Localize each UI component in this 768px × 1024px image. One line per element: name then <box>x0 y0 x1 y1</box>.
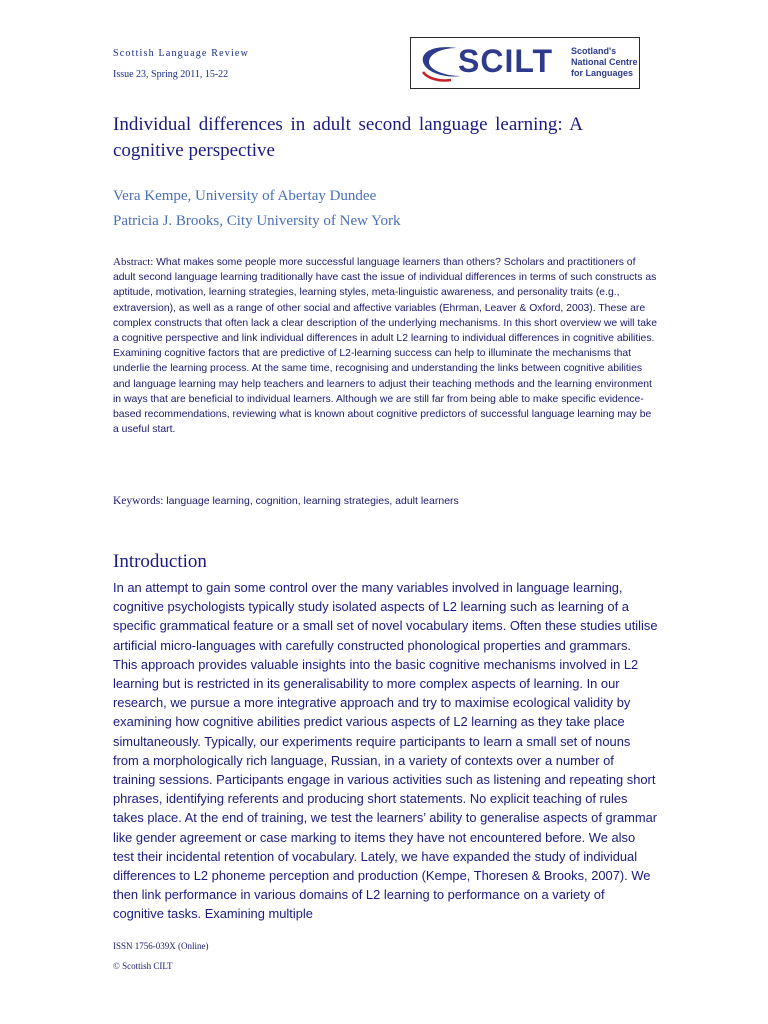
logo-brand: SCILT <box>458 43 554 79</box>
scilt-logo <box>410 37 640 89</box>
keywords-label: Keywords: <box>113 495 167 507</box>
introduction-paragraph: In an attempt to gain some control over the many variables involved in language learning, cognitive psychologists typically study isolated aspects of L2 learning such as learning of a specific grammatical feature or a small set of novel vocabulary items. Often these studies utilise artificial micro-languages with carefully constructed phonological properties and grammars. This approach provides valuable insights into the basic cognitive mechanisms involved in L2 learning but is restricted in its generalisability to more complex aspects of learning. In our research, we pursue a more integrative approach and try to maximise ecological validity by examining how cognitive abilities predict various aspects of L2 learning as they take place simultaneously. Typically, our experiments require participants to learn a small set of nouns from a morphologically rich language, Russian, in a variety of contexts over a number of training sessions. Participants engage in various activities such as listening and repeating short phrases, identifying referents and producing short statements. No explicit teaching of rules takes place. At the end of training, we test the learners’ ability to generalise aspects of grammar like gender agreement or case marking to items they have not encountered before. We also test their incidental retention of vocabulary. Lately, we have expanded the study of individual differences to L2 phoneme perception and production (Kempe, Thoresen & Brooks, 2007). We then link performance in various domains of L2 learning to performance on a variety of cognitive tasks. Examining multiple <box>113 580 658 922</box>
abstract-label: Abstract: <box>113 256 157 268</box>
journal-issue: Issue 23, Spring 2011, 15-22 <box>113 69 229 80</box>
page-footer <box>113 936 209 976</box>
journal-name: Scottish Language Review <box>113 48 249 59</box>
keywords <box>113 494 658 509</box>
abstract-text: What makes some people more successful language learners than others? Scholars and practitioners of adult second language learning traditionally have cast the issue of individual differences in terms of such constructs as aptitude, motivation, learning strategies, learning styles, meta-linguistic awareness, and personality traits (e.g., extraversion), as well as a range of other social and affective variables (Ehrman, Leaver & Oxford, 2003). These are complex constructs that often lack a clear description of the underlying mechanisms. In this short overview we will take a cognitive perspective and link individual differences in adult L2 learning to individual differences in cognitive abilities. Examining cognitive factors that are predictive of L2-learning success can help to illuminate the mechanisms that underlie the learning process. At the same time, recognising and understanding the links between cognitive abilities and language learning may help teachers and learners to adjust their teaching methods and the learning environment in ways that are beneficial to individual learners. Although we are still far from being able to make specific evidence-based recommendations, reviewing what is known about cognitive predictors of successful language learning may be a useful start. <box>113 257 658 436</box>
article-title: Individual differences in adult second language learning: A cognitive perspective <box>113 114 583 161</box>
logo-tagline-line2: National Centre <box>571 57 638 67</box>
author-1: Vera Kempe, University of Abertay Dundee <box>113 188 377 204</box>
author-list <box>113 184 401 234</box>
logo-tagline-line3: for Languages <box>571 68 634 78</box>
logo-tagline <box>571 46 641 79</box>
author-2: Patricia J. Brooks, City University of New York <box>113 213 401 229</box>
keywords-text: language learning, cognition, learning strategies, adult learners <box>166 495 459 507</box>
abstract <box>113 255 658 437</box>
section-heading-introduction: Introduction <box>113 551 207 572</box>
logo-tagline-line1: Scotland's <box>571 46 617 56</box>
journal-header <box>113 43 249 85</box>
copyright: © Scottish CILT <box>113 961 173 971</box>
issn: ISSN 1756-039X (Online) <box>113 941 209 951</box>
